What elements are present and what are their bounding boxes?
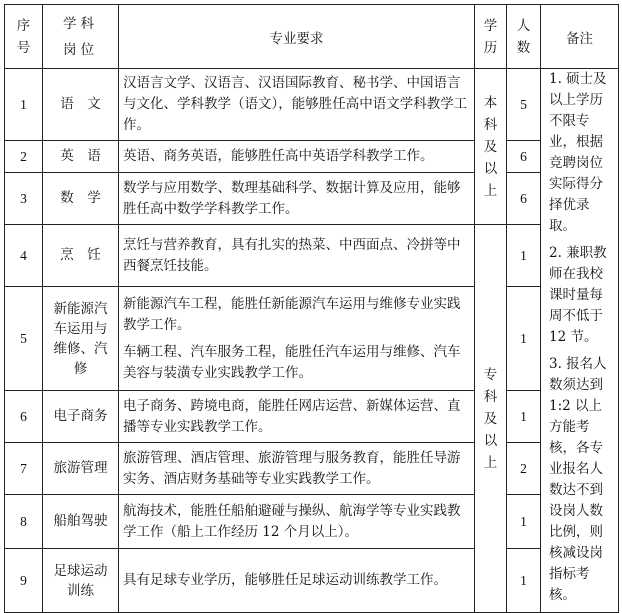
row-count: 1 — [507, 225, 541, 287]
note-item: 3. 报名人数须达到 1:2 以上方能考核，各专业报名人数达不到设岗人数比例，则核减设岗指标考核。 — [549, 356, 607, 603]
row-subject: 语 文 — [43, 69, 119, 141]
header-requirement: 专业要求 — [119, 5, 475, 69]
row-subject: 数 学 — [43, 173, 119, 225]
row-subject: 新能源汽车运用与维修、汽修 — [43, 287, 119, 391]
row-count: 1 — [507, 287, 541, 391]
row-subject: 船舶驾驶 — [43, 495, 119, 549]
header-row — [5, 5, 619, 69]
row-requirement: 新能源汽车工程，能胜任新能源汽车运用与维修专业实践教学工作。 车辆工程、汽车服务工程，能胜任汽车运用与维修、汽车美容与装潢专业实践教学工作。 — [119, 287, 475, 391]
header-subject: 学科岗位 — [43, 5, 119, 69]
header-seq: 序号 — [5, 5, 43, 69]
header-notes: 备注 — [541, 5, 619, 69]
row-subject: 电子商务 — [43, 391, 119, 443]
row-seq: 9 — [5, 549, 43, 613]
education-group: 本科及以上 — [475, 69, 507, 225]
table-row — [5, 391, 619, 443]
header-count: 人数 — [507, 5, 541, 69]
table-row — [5, 443, 619, 495]
table-row — [5, 69, 619, 141]
row-requirement: 具有足球专业学历，能够胜任足球运动训练教学工作。 — [119, 549, 475, 613]
row-subject: 足球运动训练 — [43, 549, 119, 613]
row-seq: 6 — [5, 391, 43, 443]
row-subject: 旅游管理 — [43, 443, 119, 495]
table-row — [5, 225, 619, 287]
row-requirement: 数学与应用数学、数理基础科学、数据计算及应用，能够胜任高中数学学科教学工作。 — [119, 173, 475, 225]
note-item: 1. 硕士及以上学历不限专业，根据竞聘岗位实际得分择优录取。 — [549, 71, 607, 234]
row-requirement: 汉语言文学、汉语言、汉语国际教育、秘书学、中国语言与文化、学科教学（语文），能够胜任高中语文学科教学工作。 — [119, 69, 475, 141]
education-group: 专科及以上 — [475, 225, 507, 613]
row-subject: 英 语 — [43, 141, 119, 173]
row-seq: 1 — [5, 69, 43, 141]
row-seq: 4 — [5, 225, 43, 287]
row-requirement: 旅游管理、酒店管理、旅游管理与服务教育，能胜任导游实务、酒店财务基础等专业实践教学工作。 — [119, 443, 475, 495]
row-seq: 2 — [5, 141, 43, 173]
row-subject: 烹 饪 — [43, 225, 119, 287]
row-seq: 7 — [5, 443, 43, 495]
row-count: 6 — [507, 173, 541, 225]
row-seq: 8 — [5, 495, 43, 549]
row-requirement: 电子商务、跨境电商，能胜任网店运营、新媒体运营、直播等专业实践教学工作。 — [119, 391, 475, 443]
row-count: 1 — [507, 549, 541, 613]
row-count: 5 — [507, 69, 541, 141]
notes-cell — [541, 69, 619, 613]
header-education: 学历 — [475, 5, 507, 69]
note-item: 2. 兼职教师在我校课时量每周不低于 12 节。 — [549, 245, 607, 345]
table-row — [5, 141, 619, 173]
row-requirement: 航海技术，能胜任船舶避碰与操纵、航海学等专业实践教学工作（船上工作经历 12 个月以上）。 — [119, 495, 475, 549]
table-row — [5, 173, 619, 225]
row-count: 6 — [507, 141, 541, 173]
row-count: 1 — [507, 495, 541, 549]
row-count: 2 — [507, 443, 541, 495]
row-count: 1 — [507, 391, 541, 443]
table-row — [5, 287, 619, 391]
recruitment-table — [4, 4, 619, 613]
row-requirement: 英语、商务英语，能够胜任高中英语学科教学工作。 — [119, 141, 475, 173]
table-row — [5, 495, 619, 549]
row-seq: 3 — [5, 173, 43, 225]
row-requirement: 烹饪与营养教育，具有扎实的热菜、中西面点、冷拼等中西餐烹饪技能。 — [119, 225, 475, 287]
row-seq: 5 — [5, 287, 43, 391]
table-row — [5, 549, 619, 613]
